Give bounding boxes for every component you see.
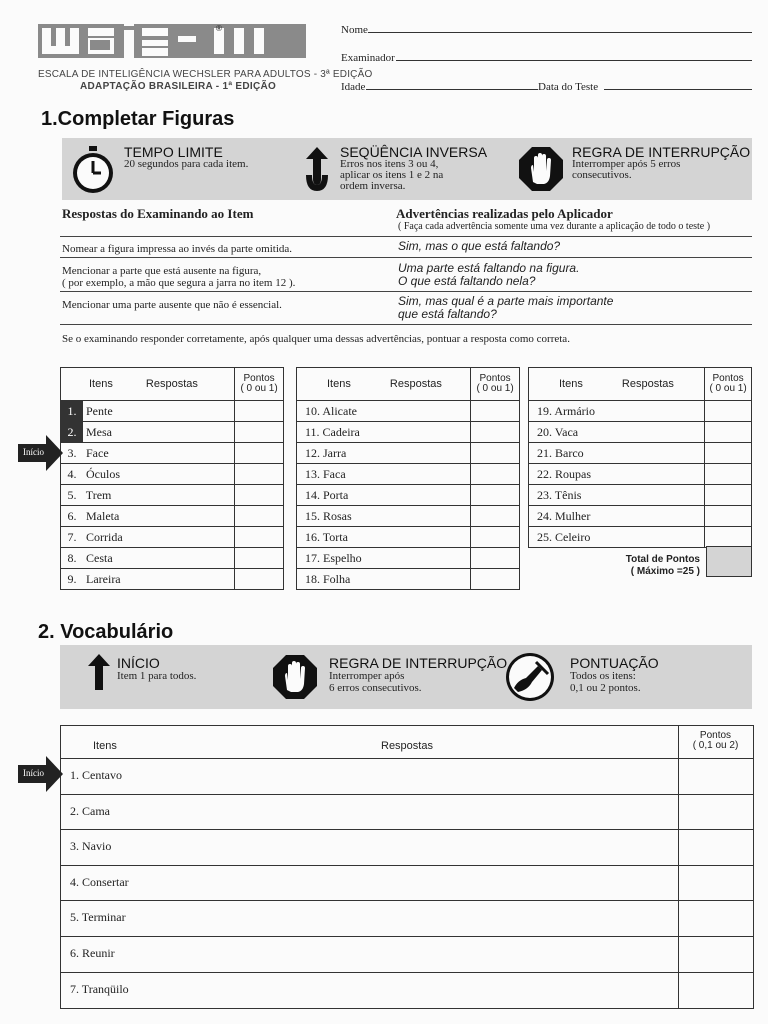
- score-cell[interactable]: [471, 464, 520, 485]
- regra-interrupcao-text-1: Interromper após 5 erros: [572, 158, 681, 170]
- vocab-item: 2. Cama: [70, 804, 110, 818]
- item-word: Cesta: [86, 551, 113, 565]
- item-number: 4.: [67, 467, 77, 481]
- table-row: [297, 527, 520, 548]
- pontos-range: ( 0 ou 1): [240, 383, 278, 394]
- response-row-2-left-2: ( por exemplo, a mão que segura a jarra no item 12 ).: [62, 277, 296, 289]
- item-number: 8.: [67, 551, 77, 565]
- warning-row-3-line-1: Sim, mas qual é a parte mais importante: [398, 294, 614, 308]
- stop-hand-icon: [518, 146, 564, 192]
- score-cell[interactable]: [471, 527, 520, 548]
- score-cell[interactable]: [235, 443, 284, 464]
- section-2-title: 2. Vocabulário: [38, 621, 174, 643]
- table-row: [61, 422, 284, 443]
- total-label-line-1: Total de Pontos: [625, 554, 700, 565]
- data-teste-label: Data do Teste: [538, 81, 599, 93]
- section-1-title: 1.Completar Figuras: [41, 108, 235, 130]
- table-row: [297, 485, 520, 506]
- itens-header: Itens: [327, 378, 351, 390]
- table-row: [297, 401, 520, 422]
- table-row: [61, 758, 753, 794]
- item-number: 1.: [61, 401, 83, 421]
- warnings-subheader: ( Faça cada advertência somente uma vez durante a aplicação de todo o teste ): [398, 221, 711, 232]
- response-row-1-left: Nomear a figura impressa ao invés da parte omitida.: [62, 243, 293, 255]
- idade-field[interactable]: [366, 89, 538, 90]
- item-cell: 10. Alicate: [297, 401, 471, 422]
- total-pontos-label: [620, 554, 700, 578]
- table-row: [61, 527, 284, 548]
- divider: [60, 257, 752, 258]
- registered-mark: ®: [216, 24, 222, 33]
- score-cell[interactable]: [471, 569, 520, 590]
- table-row: [61, 464, 284, 485]
- table-row: [61, 936, 753, 972]
- score-cell[interactable]: [235, 569, 284, 590]
- table-row: [297, 443, 520, 464]
- item-word: Óculos: [86, 467, 120, 481]
- table-row: [297, 548, 520, 569]
- item-number: 3.: [67, 446, 77, 460]
- item-cell: 15. Rosas: [297, 506, 471, 527]
- item-cell: 25. Celeiro: [529, 527, 705, 548]
- score-cell[interactable]: [679, 901, 752, 936]
- regra-interrupcao-title: REGRA DE INTERRUPÇÃO: [572, 144, 751, 160]
- score-cell[interactable]: [235, 506, 284, 527]
- table-row: [529, 464, 752, 485]
- respostas-header: Respostas: [381, 740, 433, 752]
- pontuacao-text-2: 0,1 ou 2 pontos.: [570, 682, 641, 694]
- regra-interrupcao-text-2-1: Interromper após: [329, 670, 405, 682]
- vocab-item: 7. Tranqüilo: [70, 982, 129, 996]
- item-cell: 17. Espelho: [297, 548, 471, 569]
- score-cell[interactable]: [235, 527, 284, 548]
- warning-row-2-line-1: Uma parte está faltando na figura.: [398, 261, 580, 275]
- nome-field[interactable]: [368, 32, 752, 33]
- table-row: [61, 972, 753, 1008]
- scoring-note: Se o examinando responder corretamente, após qualquer uma dessas advertências, pontuar a resposta como correta.: [62, 333, 570, 345]
- item-word: Face: [86, 446, 109, 460]
- warning-row-3-line-2: que está faltando?: [398, 307, 497, 321]
- tempo-limite-text: 20 segundos para cada item.: [124, 158, 249, 170]
- answer-cell[interactable]: [61, 830, 677, 865]
- respostas-header: Respostas: [389, 378, 442, 390]
- answer-cell[interactable]: [61, 937, 677, 972]
- item-number: 5.: [67, 488, 77, 502]
- score-cell[interactable]: [679, 830, 752, 865]
- sequencia-inversa-text-3: ordem inversa.: [340, 180, 406, 192]
- item-word: Trem: [85, 488, 112, 502]
- table-header: [529, 368, 705, 401]
- itens-header: Itens: [559, 378, 583, 390]
- item-number: 2.: [61, 422, 83, 442]
- logo-subtitle-2: ADAPTAÇÃO BRASILEIRA - 1ª EDIÇÃO: [80, 81, 277, 92]
- warning-row-2-line-2: O que está faltando nela?: [398, 274, 536, 288]
- item-cell: 14. Porta: [297, 485, 471, 506]
- up-arrow-icon: [88, 654, 110, 690]
- item-word: Pente: [86, 404, 113, 418]
- answer-cell[interactable]: [61, 901, 677, 936]
- score-cell[interactable]: [679, 973, 752, 1008]
- table-row: [61, 900, 753, 936]
- table-row: [61, 443, 284, 464]
- item-number: 7.: [67, 530, 77, 544]
- table-row: [529, 527, 752, 548]
- inicio-text: Item 1 para todos.: [117, 670, 197, 682]
- item-cell: 16. Torta: [297, 527, 471, 548]
- score-cell[interactable]: [235, 548, 284, 569]
- stopwatch-icon: [70, 145, 116, 195]
- scoring-hand-icon: [504, 652, 556, 702]
- table-header: [61, 368, 235, 401]
- score-cell[interactable]: [471, 506, 520, 527]
- items-table-2: [296, 367, 520, 590]
- table-row: [61, 401, 284, 422]
- score-cell[interactable]: [235, 401, 284, 422]
- score-cell[interactable]: [471, 422, 520, 443]
- table-row: [297, 506, 520, 527]
- stop-hand-icon: [272, 654, 318, 700]
- item-cell: 13. Faca: [297, 464, 471, 485]
- itens-header: Itens: [93, 740, 117, 752]
- table-row: [529, 443, 752, 464]
- table-row: [61, 506, 284, 527]
- vocab-item: 5. Terminar: [70, 910, 126, 924]
- regra-interrupcao-text-2: consecutivos.: [572, 169, 632, 181]
- pontuacao-text-1: Todos os itens:: [570, 670, 636, 682]
- score-cell[interactable]: [235, 422, 284, 443]
- score-cell[interactable]: [471, 401, 520, 422]
- score-cell[interactable]: [235, 485, 284, 506]
- table-row: [61, 865, 753, 901]
- table-row: [529, 422, 752, 443]
- regra-interrupcao-text-2-2: 6 erros consecutivos.: [329, 682, 422, 694]
- table-header: [297, 368, 471, 401]
- score-cell[interactable]: [705, 506, 752, 527]
- pontos-range: ( 0 ou 1): [476, 383, 514, 394]
- score-cell[interactable]: [679, 795, 752, 830]
- item-cell: 23. Tênis: [529, 485, 705, 506]
- score-cell[interactable]: [705, 422, 752, 443]
- pontos-range: ( 0,1 ou 2): [692, 740, 739, 751]
- answer-cell[interactable]: [61, 759, 677, 794]
- score-cell[interactable]: [471, 485, 520, 506]
- score-cell[interactable]: [705, 401, 752, 422]
- logo-subtitle: ESCALA DE INTELIGÊNCIA WECHSLER PARA ADULTOS - 3ª EDIÇÃO: [38, 69, 373, 80]
- items-table-1: [60, 367, 284, 590]
- pontos-header: [705, 368, 752, 401]
- table-row: [61, 794, 753, 830]
- inicio-label: Início: [23, 447, 44, 457]
- item-word: Maleta: [86, 509, 120, 523]
- response-row-2-left-1: Mencionar a parte que está ausente na figura,: [62, 265, 262, 277]
- wais-logo: [38, 16, 306, 66]
- item-cell: 19. Armário: [529, 401, 705, 422]
- inicio-label: Início: [23, 768, 44, 778]
- score-cell[interactable]: [679, 866, 752, 901]
- vocab-item: 6. Reunir: [70, 946, 115, 960]
- item-word: Mesa: [86, 425, 112, 439]
- item-number: 9.: [67, 572, 77, 586]
- respostas-header: Respostas: [621, 378, 674, 390]
- table-row: [61, 485, 284, 506]
- vocab-item: 1. Centavo: [70, 768, 122, 782]
- tempo-limite-title: TEMPO LIMITE: [124, 144, 223, 160]
- item-cell: 24. Mulher: [529, 506, 705, 527]
- answer-cell[interactable]: [61, 866, 677, 901]
- respostas-header: Respostas: [145, 378, 198, 390]
- data-teste-field[interactable]: [604, 89, 752, 90]
- table-row: [61, 569, 284, 590]
- score-cell[interactable]: [705, 485, 752, 506]
- pontos-header: [235, 368, 284, 401]
- pontos-header: [678, 731, 753, 751]
- vocabulario-table: [60, 725, 754, 1009]
- sequencia-inversa-text-2: aplicar os itens 1 e 2 na: [340, 169, 444, 181]
- sequencia-inversa-text-1: Erros nos itens 3 ou 4,: [340, 158, 439, 170]
- warnings-header: Advertências realizadas pelo Aplicador: [396, 206, 613, 221]
- regra-interrupcao-title-2: REGRA DE INTERRUPÇÃO: [329, 655, 508, 671]
- table-row: [529, 485, 752, 506]
- examinador-label: Examinador: [341, 52, 395, 64]
- divider: [60, 324, 752, 325]
- responses-header: Respostas do Examinando ao Item: [62, 206, 254, 221]
- table-row: [529, 401, 752, 422]
- pontos-label: Pontos: [712, 373, 744, 384]
- table-row: [61, 829, 753, 865]
- pontos-range: ( 0 ou 1): [709, 383, 747, 394]
- item-cell: 11. Cadeira: [297, 422, 471, 443]
- sequencia-inversa-title: SEQÜÊNCIA INVERSA: [340, 144, 488, 160]
- score-cell[interactable]: [471, 443, 520, 464]
- response-row-3-left: Mencionar uma parte ausente que não é essencial.: [62, 299, 282, 311]
- divider: [60, 291, 752, 292]
- item-cell: 12. Jarra: [297, 443, 471, 464]
- score-cell[interactable]: [679, 937, 752, 972]
- item-cell: 20. Vaca: [529, 422, 705, 443]
- score-cell[interactable]: [705, 527, 752, 548]
- pontos-label: Pontos: [243, 373, 275, 384]
- examinador-field[interactable]: [396, 60, 752, 61]
- reverse-arrow-icon: [302, 145, 332, 193]
- score-cell[interactable]: [235, 464, 284, 485]
- pontos-header: [471, 368, 520, 401]
- item-cell: 21. Barco: [529, 443, 705, 464]
- items-table-3: [528, 367, 752, 548]
- answer-cell[interactable]: [61, 973, 677, 1008]
- item-cell: 22. Roupas: [529, 464, 705, 485]
- idade-label: Idade: [341, 81, 366, 93]
- table-row: [297, 569, 520, 590]
- score-cell[interactable]: [705, 443, 752, 464]
- table-row: [297, 464, 520, 485]
- itens-header: Itens: [89, 378, 113, 390]
- pontos-label: Pontos: [479, 373, 511, 384]
- vocab-item: 3. Navio: [70, 839, 112, 853]
- pontos-label: Pontos: [699, 730, 732, 741]
- score-cell[interactable]: [705, 464, 752, 485]
- item-word: Lareira: [86, 572, 121, 586]
- total-pontos-box[interactable]: [706, 546, 752, 577]
- vocab-item: 4. Consertar: [70, 875, 129, 889]
- answer-cell[interactable]: [61, 795, 677, 830]
- nome-label: Nome: [341, 24, 368, 36]
- table-row: [61, 548, 284, 569]
- item-word: Corrida: [86, 530, 123, 544]
- score-cell[interactable]: [679, 759, 752, 794]
- divider: [60, 236, 752, 237]
- inicio-title: INÍCIO: [117, 655, 160, 671]
- warning-row-1: Sim, mas o que está faltando?: [398, 239, 561, 253]
- table-row: [529, 506, 752, 527]
- item-number: 6.: [67, 509, 77, 523]
- score-cell[interactable]: [471, 548, 520, 569]
- item-cell: 18. Folha: [297, 569, 471, 590]
- total-label-line-2: ( Máximo =25 ): [630, 566, 700, 577]
- table-row: [297, 422, 520, 443]
- pontuacao-title: PONTUAÇÃO: [570, 655, 659, 671]
